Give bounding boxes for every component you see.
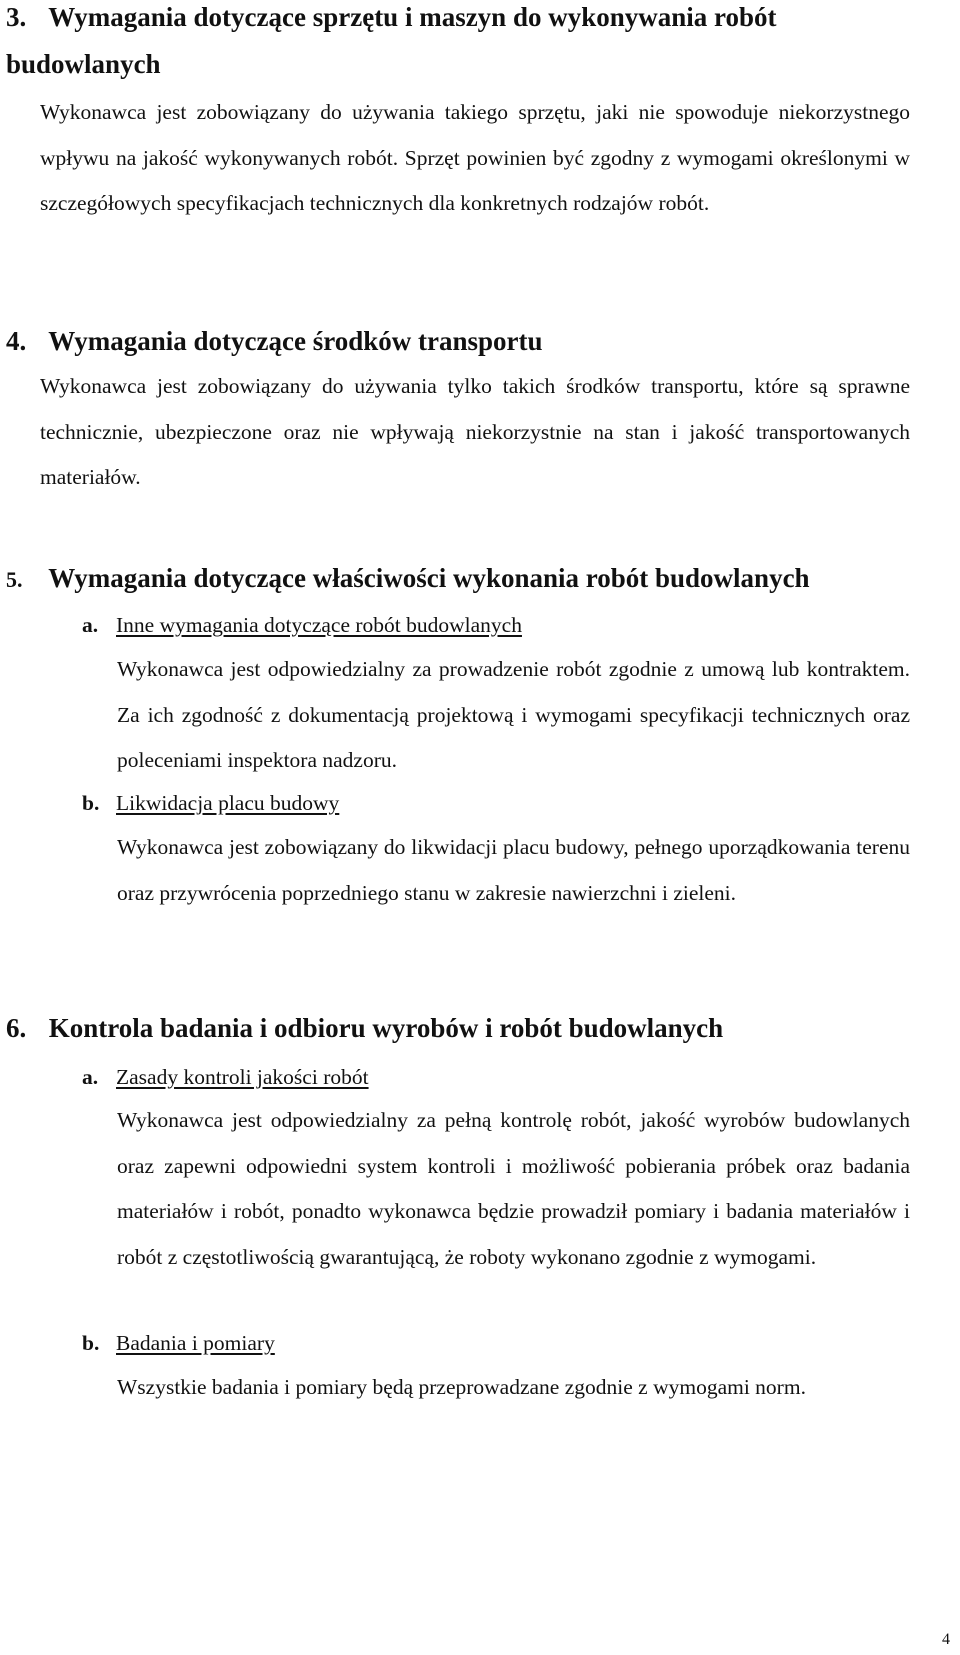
section-5b-body: Wykonawca jest zobowiązany do likwidacji placu budowy, pełnego uporządkowania terenu oraz przywrócenia poprzedniego stanu w zakresie nawierzchni i zieleni. xyxy=(117,835,910,905)
section-3-number: 3. xyxy=(6,2,27,32)
section-3-body: Wykonawca jest zobowiązany do używania takiego sprzętu, jaki nie spowoduje niekorzystnego wpływu na jakość wykonywanych robót. Sprzęt powinien być zgodny z wymogami określonymi w szczegółowych specyfikacjach technicznych dla konkretnych rodzajów robót. xyxy=(40,100,910,216)
section-6a-letter: a. xyxy=(82,1065,99,1089)
section-4-heading xyxy=(6,318,543,364)
section-6b-heading xyxy=(82,1320,275,1366)
section-6b-body: Wszystkie badania i pomiary będą przeprowadzane zgodnie z wymogami norm. xyxy=(117,1375,806,1399)
section-3-heading xyxy=(6,0,926,88)
section-4-number: 4. xyxy=(6,326,27,356)
section-5b-letter: b. xyxy=(82,791,100,815)
section-5a-letter: a. xyxy=(82,613,99,637)
section-5a-heading xyxy=(82,602,522,648)
section-5a-body: Wykonawca jest odpowiedzialny za prowadzenie robót zgodnie z umową lub kontraktem. Za ich zgodność z dokumentacją projektową i wymogami specyfikacji technicznych oraz poleceniami inspektora nadzoru. xyxy=(117,657,910,773)
section-6-heading xyxy=(6,1005,723,1051)
section-5-number: 5. xyxy=(6,567,23,592)
section-6-title: Kontrola badania i odbioru wyrobów i robót budowlanych xyxy=(48,1013,724,1043)
section-4-body: Wykonawca jest zobowiązany do używania tylko takich środków transportu, które są sprawne technicznie, ubezpieczone oraz nie wpływają niekorzystnie na stan i jakość transportowanych materiałów. xyxy=(40,374,910,490)
section-5b-title: Likwidacja placu budowy xyxy=(116,791,340,815)
section-6-number: 6. xyxy=(6,1013,27,1043)
section-5a-title: Inne wymagania dotyczące robót budowlanych xyxy=(116,613,522,637)
page-number: 4 xyxy=(942,1631,950,1648)
section-6a-heading xyxy=(82,1054,369,1100)
section-5-heading xyxy=(6,555,810,603)
section-6b-title: Badania i pomiary xyxy=(116,1331,275,1355)
section-3-title: Wymagania dotyczące sprzętu i maszyn do wykonywania robót budowlanych xyxy=(6,2,777,79)
section-6b-letter: b. xyxy=(82,1331,100,1355)
section-5b-heading xyxy=(82,780,339,826)
section-5-title: Wymagania dotyczące właściwości wykonania robót budowlanych xyxy=(48,563,810,593)
section-6a-title: Zasady kontroli jakości robót xyxy=(116,1065,369,1089)
section-4-title: Wymagania dotyczące środków transportu xyxy=(48,326,543,356)
section-6a-body: Wykonawca jest odpowiedzialny za pełną kontrolę robót, jakość wyrobów budowlanych oraz zapewni odpowiedni system kontroli i możliwość pobierania próbek oraz badania materiałów i robót, ponadto wykonawca będzie prowadził pomiary i badania materiałów i robót z częstotliwością gwarantującą, że roboty wykonano zgodnie z wymogami. xyxy=(117,1108,910,1269)
